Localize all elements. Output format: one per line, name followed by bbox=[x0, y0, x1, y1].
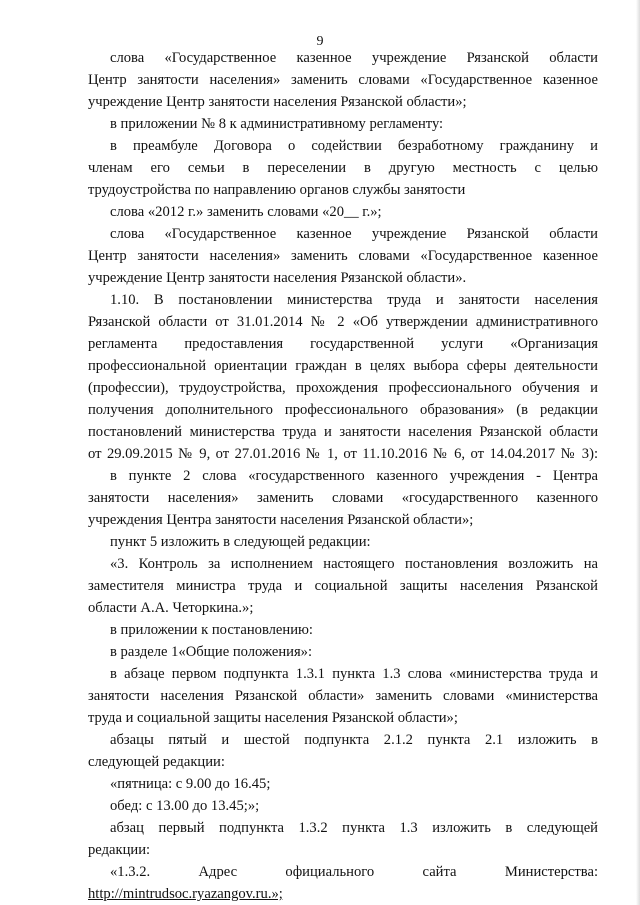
text-line: в пункте 2 слова «государственного казенного учреждения - Центра bbox=[110, 468, 598, 484]
text-line: (профессии), трудоустройства, прохождения профессионального обучения и bbox=[88, 380, 598, 396]
text-line: в преамбуле Договора о содействии безработному гражданину и bbox=[110, 138, 598, 154]
text-line: учреждение Центр занятости населения Рязанской области». bbox=[88, 270, 467, 286]
text-line: в абзаце первом подпункта 1.3.1 пункта 1.3 слова «министерства труда и bbox=[110, 666, 598, 682]
text-line: «пятница: с 9.00 до 16.45; bbox=[110, 776, 271, 792]
text-line: постановлений министерства труда и занятости населения Рязанской области bbox=[88, 424, 598, 440]
text-line: обед: с 13.00 до 13.45;»; bbox=[110, 798, 260, 814]
text-line: «3. Контроль за исполнением настоящего постановления возложить на bbox=[110, 556, 598, 572]
text-line: заместителя министра труда и социальной защиты населения Рязанской bbox=[88, 578, 598, 594]
text-line: Центр занятости населения» заменить словами «Государственное казенное bbox=[88, 72, 598, 88]
text-line: труда и социальной защиты населения Рязанской области»; bbox=[88, 710, 458, 726]
scan-edge bbox=[636, 0, 640, 905]
text-line: следующей редакции: bbox=[88, 754, 225, 770]
text-line: занятости населения Рязанской области» заменить словами «министерства bbox=[88, 688, 598, 704]
text-line: пункт 5 изложить в следующей редакции: bbox=[110, 534, 371, 550]
text-line: абзац первый подпункта 1.3.2 пункта 1.3 изложить в следующей bbox=[110, 820, 598, 836]
text-line: слова «Государственное казенное учреждение Рязанской области bbox=[110, 226, 598, 242]
text-line: 1.10. В постановлении министерства труда и занятости населения bbox=[110, 292, 598, 308]
text-line: в приложении № 8 к административному регламенту: bbox=[110, 116, 444, 132]
text-line: http://mintrudsoc.ryazangov.ru.»; bbox=[88, 886, 283, 902]
text-line: регламента предоставления государственной услуги «Организация bbox=[88, 336, 598, 352]
text-line: «1.3.2. Адрес официального сайта Министерства: bbox=[110, 864, 598, 880]
text-line: профессиональной ориентации граждан в целях выбора сферы деятельности bbox=[88, 358, 598, 374]
text-line: членам его семьи в переселении в другую местность с целью bbox=[88, 160, 598, 176]
text-line: абзацы пятый и шестой подпункта 2.1.2 пункта 2.1 изложить в bbox=[110, 732, 598, 748]
text-line: слова «Государственное казенное учреждение Рязанской области bbox=[110, 50, 598, 66]
text-line: области А.А. Четоркина.»; bbox=[88, 600, 254, 616]
text-line: учреждения Центра занятости населения Рязанской области»; bbox=[88, 512, 474, 528]
text-line: получения дополнительного профессионального образования» (в редакции bbox=[88, 402, 598, 418]
text-line: в разделе 1«Общие положения»: bbox=[110, 644, 313, 660]
text-line: занятости населения» заменить словами «государственного казенного bbox=[88, 490, 598, 506]
text-line: трудоустройства по направлению органов службы занятости bbox=[88, 182, 466, 198]
text-line: слова «2012 г.» заменить словами «20__ г.»; bbox=[110, 204, 382, 220]
text-line: редакции: bbox=[88, 842, 151, 858]
page-number: 9 bbox=[316, 34, 324, 49]
text-line: Рязанской области от 31.01.2014 № 2 «Об утверждении административного bbox=[88, 314, 598, 330]
text-line: Центр занятости населения» заменить словами «Государственное казенное bbox=[88, 248, 598, 264]
text-line: учреждение Центр занятости населения Рязанской области»; bbox=[88, 94, 467, 110]
text-line: в приложении к постановлению: bbox=[110, 622, 313, 638]
text-line: от 29.09.2015 № 9, от 27.01.2016 № 1, от 11.10.2016 № 6, от 14.04.2017 № 3): bbox=[88, 446, 598, 462]
